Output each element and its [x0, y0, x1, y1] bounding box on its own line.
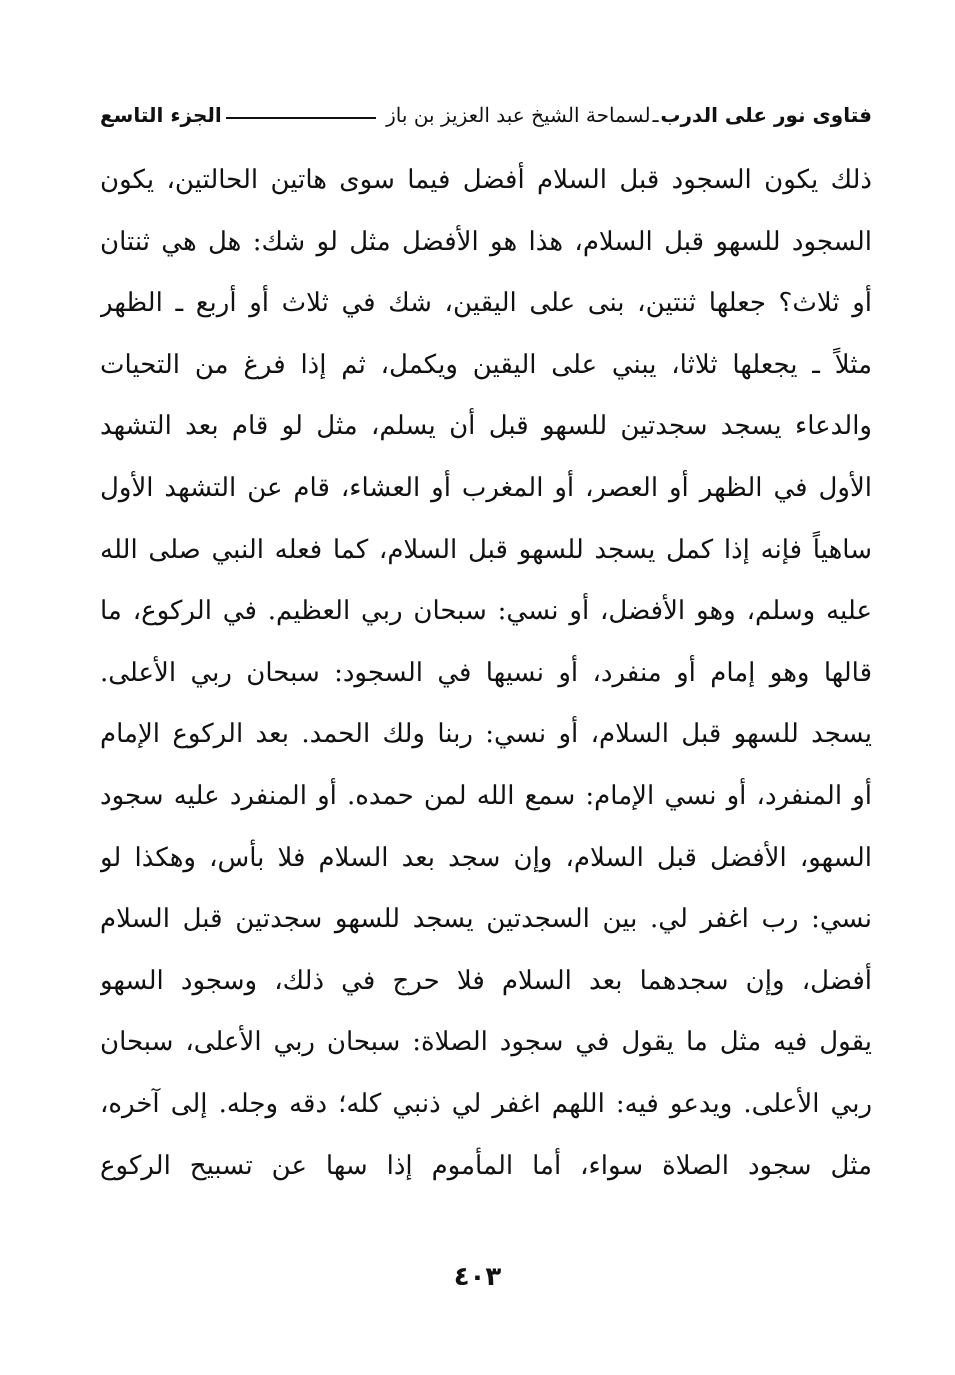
- text-line: السهو، الأفضل قبل السلام، وإن سجد بعد السلام فلا بأس، وهكذا لو: [100, 842, 872, 873]
- text-line: أو ثلاث؟ جعلها ثنتين، بنى على اليقين، شك في ثلاث أو أربع ـ الظهر: [100, 288, 872, 319]
- author-name: لسماحة الشيخ عبد العزيز بن باز: [386, 103, 651, 127]
- text-line: مثلاً ـ يجعلها ثلاثا، يبني على اليقين ويكمل، ثم إذا فرغ من التحيات: [100, 349, 872, 380]
- text-line: مثل سجود الصلاة سواء، أما المأموم إذا سها عن تسبيح الركوع: [100, 1150, 872, 1181]
- text-line: ساهياً فإنه إذا كمل يسجد للسهو قبل السلام، كما فعله النبي صلى الله: [100, 534, 872, 565]
- text-line: أو المنفرد، أو نسي الإمام: سمع الله لمن حمده. أو المنفرد عليه سجود: [100, 780, 872, 811]
- text-line: ذلك يكون السجود قبل السلام أفضل فيما سوى هاتين الحالتين، يكون: [100, 165, 872, 195]
- page-number: ٤٠٣: [453, 1262, 502, 1292]
- text-line: قالها وهو إمام أو منفرد، أو نسيها في السجود: سبحان ربي الأعلى.: [100, 657, 872, 688]
- text-line: ربي الأعلى. ويدعو فيه: اللهم اغفر لي ذنبي كله؛ دقه وجله. إلى آخره،: [100, 1088, 872, 1119]
- text-line: يسجد للسهو قبل السلام، أو نسي: ربنا ولك الحمد. بعد الركوع الإمام: [100, 719, 872, 750]
- text-line: الأول في الظهر أو العصر، أو المغرب أو العشاء، قام عن التشهد الأول: [100, 472, 872, 503]
- text-line: نسي: رب اغفر لي. بين السجدتين يسجد للسهو سجدتين قبل السلام: [100, 904, 872, 935]
- text-line: أفضل، وإن سجدهما بعد السلام فلا حرج في ذلك، وسجود السهو: [100, 965, 872, 996]
- text-line: السجود للسهو قبل السلام، هذا هو الأفضل مثل لو شك: هل هي ثنتان: [100, 226, 872, 257]
- header-separator: ـ: [652, 103, 659, 127]
- book-title: فتاوى نور على الدرب: [660, 103, 872, 127]
- volume-label: الجزء التاسع: [100, 103, 222, 127]
- body-text: [100, 150, 872, 1197]
- running-header: [100, 98, 872, 132]
- header-rule: [226, 117, 376, 119]
- text-line: والدعاء يسجد سجدتين للسهو قبل أن يسلم، مثل لو قام بعد التشهد: [100, 411, 872, 442]
- text-line: يقول فيه مثل ما يقول في سجود الصلاة: سبحان ربي الأعلى، سبحان: [100, 1027, 872, 1058]
- text-line: عليه وسلم، وهو الأفضل، أو نسي: سبحان ربي العظيم. في الركوع، ما: [100, 596, 872, 627]
